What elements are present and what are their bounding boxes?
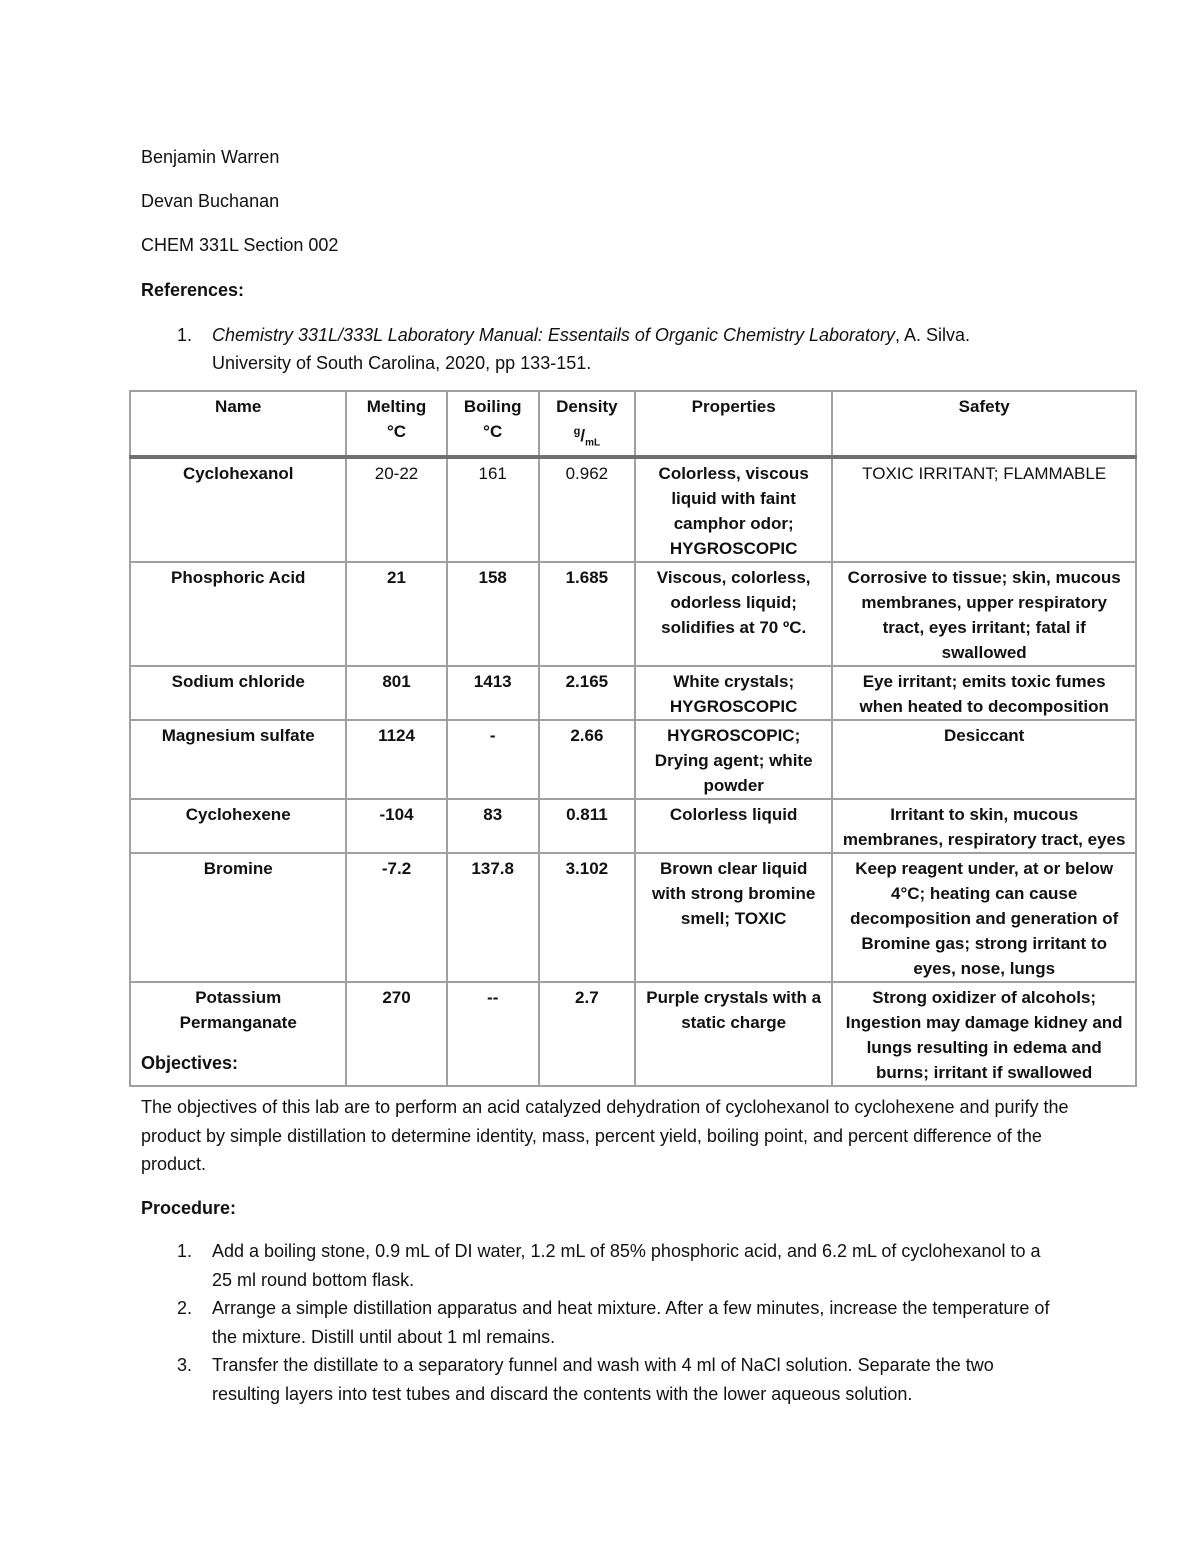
cell-safety: Strong oxidizer of alcohols; Ingestion may damage kidney and lungs resulting in edema and burns; irritant if swallowed — [832, 982, 1136, 1086]
procedure-step-number: 2. — [177, 1298, 193, 1318]
header-melting — [346, 391, 446, 457]
cell-name: Bromine — [130, 853, 346, 982]
cell-melting: 801 — [346, 666, 446, 720]
cell-density: 1.685 — [539, 562, 635, 666]
reagent-table — [129, 390, 1137, 1087]
procedure-step-number: 3. — [177, 1355, 193, 1375]
cell-name: Cyclohexanol — [130, 457, 346, 562]
reference-title: Chemistry 331L/333L Laboratory Manual: Essentails of Organic Chemistry Laboratory — [212, 325, 896, 345]
cell-density: 3.102 — [539, 853, 635, 982]
procedure-heading: Procedure: — [141, 1198, 237, 1218]
cell-safety: Keep reagent under, at or below 4°C; heating can cause decomposition and generation of Bromine gas; strong irritant to eyes, nose, lungs — [832, 853, 1136, 982]
cell-safety: Irritant to skin, mucous membranes, respiratory tract, eyes — [832, 799, 1136, 853]
density-unit: $^g/_{mL}$ — [573, 425, 601, 449]
cell-name: Phosphoric Acid — [130, 562, 346, 666]
procedure-step — [141, 1294, 1141, 1351]
procedure-list — [141, 1237, 1141, 1408]
cell-melting: 21 — [346, 562, 446, 666]
procedure-step-text: Arrange a simple distillation apparatus and heat mixture. After a few minutes, increase the temperature of the mixture. Distill until about 1 ml remains. — [212, 1298, 1050, 1347]
table-row — [130, 720, 1136, 799]
cell-melting: 20-22 — [346, 457, 446, 562]
cell-properties: Purple crystals with a static charge — [635, 982, 832, 1086]
header-boiling-label: Boiling — [463, 397, 522, 416]
header-properties: Properties — [635, 391, 832, 457]
cell-name: Cyclohexene — [130, 799, 346, 853]
header-melting-unit: °C — [386, 422, 407, 441]
author-name-1: Benjamin Warren — [141, 147, 280, 167]
cell-name: Magnesium sulfate — [130, 720, 346, 799]
reference-item — [141, 321, 1141, 381]
cell-safety: Eye irritant; emits toxic fumes when heated to decomposition — [832, 666, 1136, 720]
cell-melting: 1124 — [346, 720, 446, 799]
objectives-heading: Objectives: — [141, 1053, 239, 1073]
procedure-step-text: Add a boiling stone, 0.9 mL of DI water, 1.2 mL of 85% phosphoric acid, and 6.2 mL of cyclohexanol to a 25 ml round bottom flask. — [212, 1241, 1041, 1290]
cell-boiling: 1413 — [447, 666, 539, 720]
cell-properties: Colorless, viscous liquid with faint camphor odor; HYGROSCOPIC — [635, 457, 832, 562]
density-unit-den: mL — [585, 437, 601, 449]
procedure-step-text: Transfer the distillate to a separatory funnel and wash with 4 ml of NaCl solution. Separate the two resulting layers into test tubes and discard the contents with the lower aqueous solution. — [212, 1355, 994, 1404]
header-safety: Safety — [832, 391, 1136, 457]
cell-boiling: -- — [447, 982, 539, 1086]
density-unit-num: g — [573, 425, 581, 437]
header-boiling-unit: °C — [483, 422, 503, 441]
header-name: Name — [130, 391, 346, 457]
cell-density: 2.165 — [539, 666, 635, 720]
cell-density: 2.66 — [539, 720, 635, 799]
table-row — [130, 799, 1136, 853]
table-row — [130, 853, 1136, 982]
objectives-text: The objectives of this lab are to perform an acid catalyzed dehydration of cyclohexanol to cyclohexene and purify the product by simple distillation to determine identity, mass, percent yield, boiling point, and percent difference of the product. — [141, 1097, 1069, 1174]
reference-text — [212, 321, 1112, 377]
table-row — [130, 666, 1136, 720]
procedure-step — [141, 1351, 1141, 1408]
cell-melting: -7.2 — [346, 853, 446, 982]
header-boiling — [447, 391, 539, 457]
cell-boiling: 137.8 — [447, 853, 539, 982]
references-list — [141, 321, 1141, 381]
procedure-step — [141, 1237, 1141, 1294]
cell-melting: 270 — [346, 982, 446, 1086]
cell-melting: -104 — [346, 799, 446, 853]
cell-density: 2.7 — [539, 982, 635, 1086]
header-melting-label: Melting — [366, 397, 427, 416]
cell-name: Potassium Permanganate — [130, 982, 346, 1086]
cell-name: Sodium chloride — [130, 666, 346, 720]
cell-properties: Colorless liquid — [635, 799, 832, 853]
reference-publisher: University of South Carolina, 2020, pp 133-151. — [212, 353, 592, 373]
cell-boiling: 161 — [447, 457, 539, 562]
cell-safety: TOXIC IRRITANT; FLAMMABLE — [832, 457, 1136, 562]
reference-number: 1. — [177, 325, 193, 345]
cell-properties: Brown clear liquid with strong bromine smell; TOXIC — [635, 853, 832, 982]
cell-boiling: 83 — [447, 799, 539, 853]
header-density — [539, 391, 635, 457]
author-name-2: Devan Buchanan — [141, 191, 280, 211]
cell-properties: HYGROSCOPIC; Drying agent; white powder — [635, 720, 832, 799]
cell-boiling: 158 — [447, 562, 539, 666]
cell-density: 0.811 — [539, 799, 635, 853]
cell-properties: Viscous, colorless, odorless liquid; solidifies at 70 ºC. — [635, 562, 832, 666]
table-row — [130, 562, 1136, 666]
table-row — [130, 457, 1136, 562]
table-header-row — [130, 391, 1136, 457]
cell-safety: Corrosive to tissue; skin, mucous membranes, upper respiratory tract, eyes irritant; fatal if swallowed — [832, 562, 1136, 666]
course-section: CHEM 331L Section 002 — [141, 235, 339, 255]
cell-density: 0.962 — [539, 457, 635, 562]
references-heading: References: — [141, 280, 245, 300]
cell-properties: White crystals; HYGROSCOPIC — [635, 666, 832, 720]
table-row — [130, 982, 1136, 1086]
reference-author: , A. Silva. — [895, 325, 971, 345]
cell-safety: Desiccant — [832, 720, 1136, 799]
procedure-step-number: 1. — [177, 1241, 193, 1261]
header-density-label: Density — [556, 397, 618, 416]
cell-boiling: - — [447, 720, 539, 799]
